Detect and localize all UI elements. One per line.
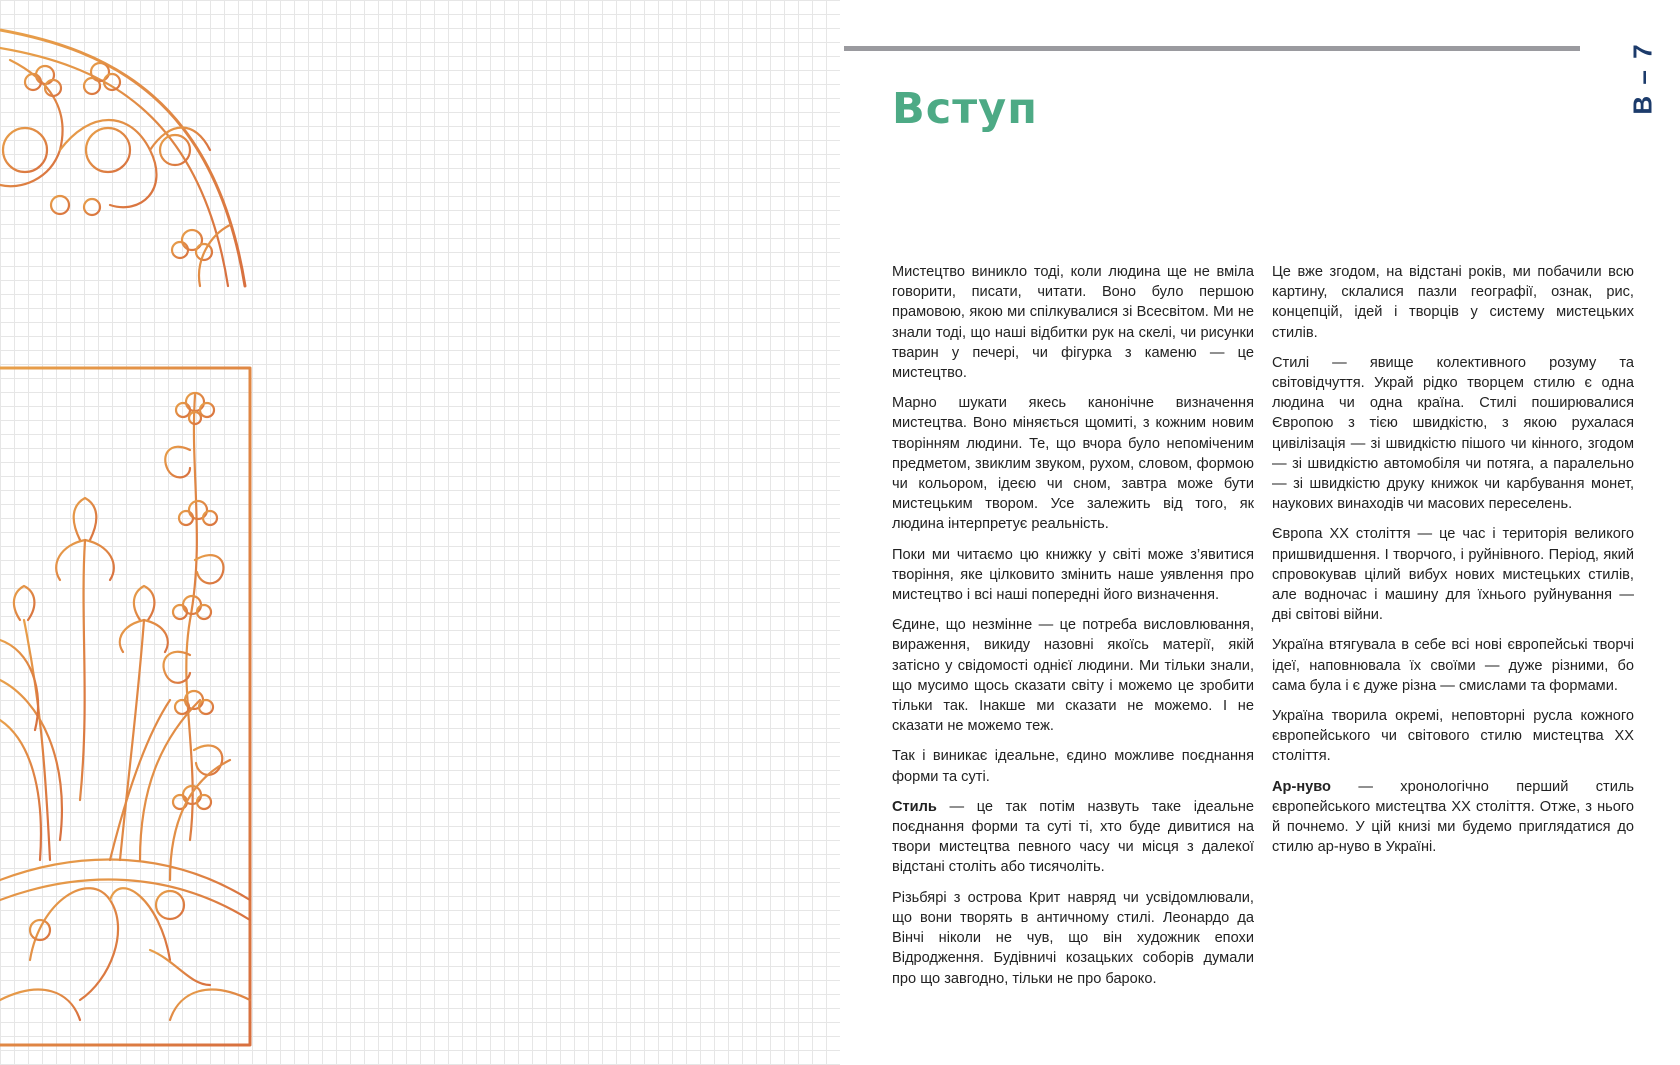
page-title: Вступ <box>892 84 1038 134</box>
text-column-left <box>892 262 1254 999</box>
page-marker-text: В – 7 <box>1627 41 1658 115</box>
paragraph: Єдине, що незмінне — це потреба висловлювання, вираження, викиду назовні якоїсь матерії, якій затісно у свідомості однієї людини. Ми тільки знали, що мусимо щось сказати світу і можемо це зробити тільки так. Інакше ми сказати не можемо. І не сказати не можемо теж. <box>892 617 1254 735</box>
top-rule <box>844 46 1580 51</box>
paragraph: Європа XX століття — це час і територія великого пришвидшення. І творчого, і руйнівного. Період, який спровокував цілий вибух нових мистецьких стилів, але водночас і машину для їхнього руйнування — дві світові війни. <box>1272 526 1634 624</box>
paragraph: Україна втягувала в себе всі нові європейські творчі ідеї, наповнювала їх своїми — дуже різними, бо сама була і є дуже різна — смислами та формами. <box>1272 637 1634 694</box>
paragraph: Стиль — це так потім назвуть таке ідеальне поєднання форми та суті ті, хто буде дивитися на твори мистецтва певного часу чи місця з далекої відстані століть або тисячоліть. <box>892 798 1254 876</box>
paragraph: Марно шукати якесь канонічне визначення мистецтва. Воно міняється щомиті, з кожним новим творінням людини. Те, що вчора було непоміченим предметом, звиклим звуком, рухом, словом, формою чи кольором, ідеєю чи сном, завтра може бути мистецьким твором. Усе залежить від того, як людина інтерпретує реальність. <box>892 395 1254 533</box>
paragraph: Україна творила окремі, неповторні русла кожного європейського чи світового стилю мистецтва XX століття. <box>1272 708 1634 765</box>
text-column-right <box>1272 262 1634 867</box>
paragraph: Мистецтво виникло тоді, коли людина ще не вміла говорити, писати, читати. Воно було першою прамовою, якою ми спілкувалися зі Всесвітом. Ми не знали тоді, що наші відбитки рук на скелі, чи рисунки тварин у печері, чи фігурка з каменю — це мистецтво. <box>892 264 1254 382</box>
page-marker <box>1623 41 1663 115</box>
paragraph: Різьбярі з острова Крит навряд чи усвідомлювали, що вони творять в античному стилі. Леонардо да Вінчі ніколи не чув, що він художник епохи Відродження. Будівничі козацьких соборів думали про що завгодно, тільки не про бароко. <box>892 889 1254 987</box>
paragraph: Ар-нуво — хронологічно перший стиль європейського мистецтва XX століття. Отже, з нього й почнемо. У цій книзі ми будемо приглядатися до стилю ар-нуво в Україні. <box>1272 778 1634 856</box>
right-page <box>840 0 1680 1065</box>
term-style: Стиль <box>892 798 937 815</box>
paragraph: Поки ми читаємо цю книжку у світі може з’явитися творіння, яке цілковито змінить наше уявлення про мистецтво і всі наші попередні його визначення. <box>892 546 1254 604</box>
paragraph: Це вже згодом, на відстані років, ми побачили всю картину, склалися пазли географії, ознак, рис, концепцій, ідей і творців у систему мистецьких стилів. <box>1272 264 1634 341</box>
paragraph: Стилі — явище колективного розуму та світовідчуття. Украй рідко творцем стилю є одна людина чи одна країна. Стилі поширювалися Європою з тією швидкістю, з якою рухалася цивілізація — зі швидкістю пішого чи кінного, згодом — зі швидкістю автомобіля чи потяга, а паралельно — зі швидкістю друку книжок чи карбування монет, наукових винаходів чи масових переселень. <box>1272 354 1634 513</box>
term-art-nouveau: Ар-нуво <box>1272 778 1331 795</box>
paragraph: Так і виникає ідеальне, єдино можливе поєднання форми та суті. <box>892 748 1254 785</box>
